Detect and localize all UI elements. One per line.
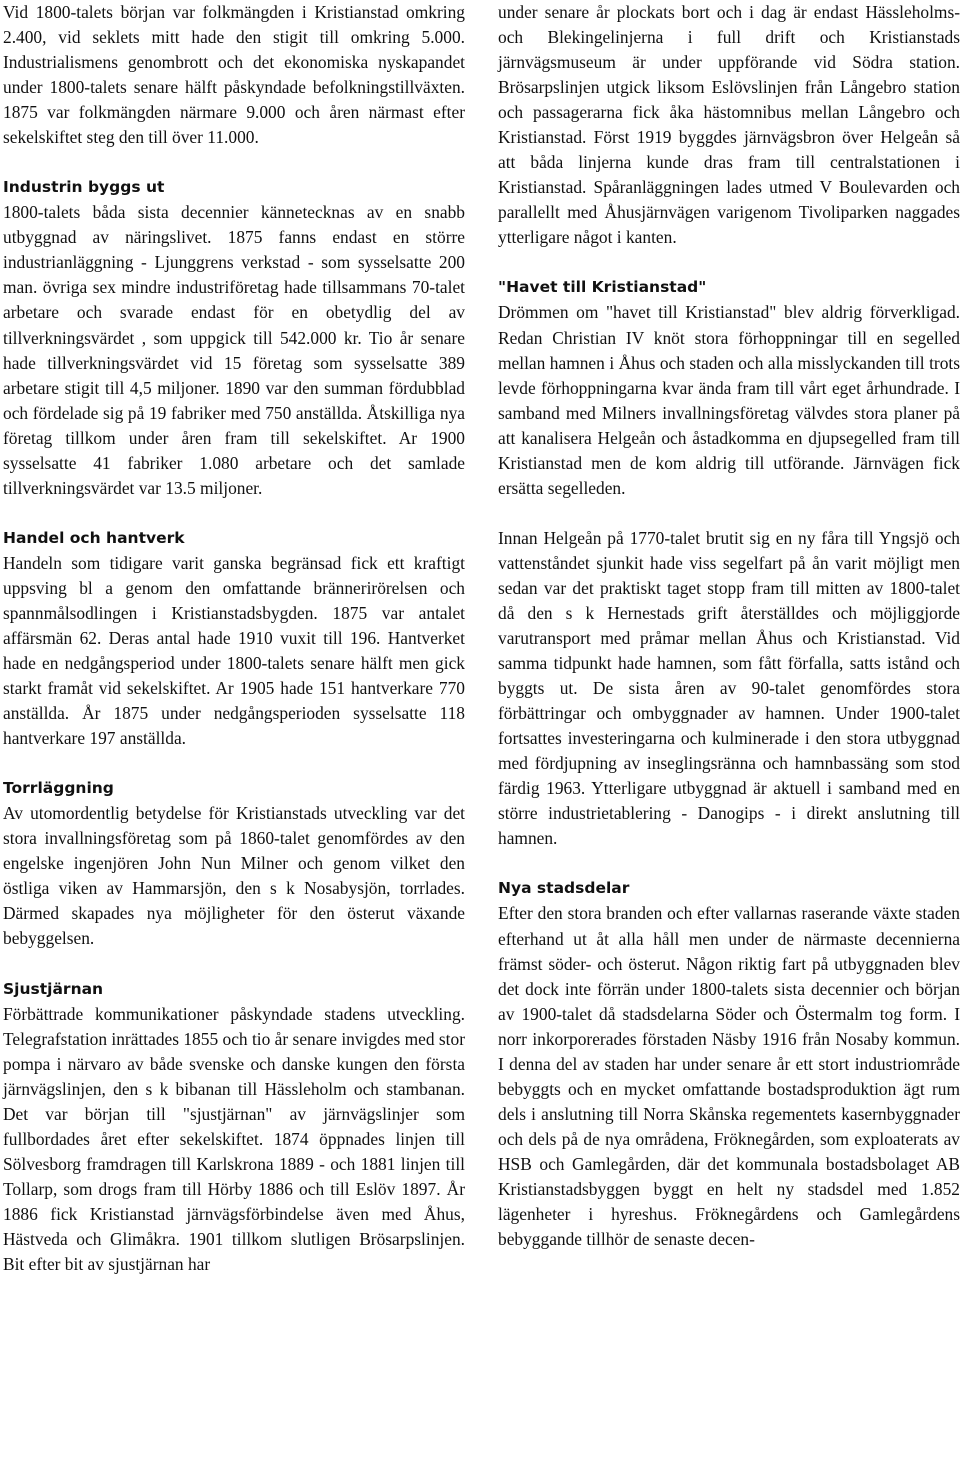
section-heading-sjustjarnan: Sjustjärnan [3,979,104,998]
section-heading-torrlaggning: Torrläggning [3,779,114,798]
section-text-havet-1: Drömmen om "havet till Kristianstad" blev aldrig förverkligad. Redan Christian IV knöt stora förhoppningar till en segelled mellan hamnen i Åhus och staden och alla misslyckanden till trots levde förhoppningarna kvar ända fram till vårt eget århundrade. I samband med Milners invallningsföretag välvdes stora planer på att kanalisera Helgeån och åstadkomma en djupsegelled fram till Kristianstad men de kom aldrig till utförande. Järnvägen fick ersätta segelleden. [498,302,960,498]
intro-paragraph: Vid 1800-talets början var folkmängden i Kristianstad omkring 2.400, vid seklets mitt hade den stigit till omkring 5.000. Industrialismens genombrott och det ekonomiska nyskapandet under 1800-talets senare hälft påskyndade befolkningstillväxten. 1875 var folkmängden närmare 9.000 och åren närmast efter sekelskiftet steg den till över 11.000. [3,2,465,148]
section-heading-industrin: Industrin byggs ut [3,178,165,197]
section-text-nya-stadsdelar: Efter den stora branden och efter vallarnas raserande växte staden efterhand ut åt alla håll men under de närmaste decennierna främst söder- och österut. Någon riktig fart på utbyggnaden blev det dock inte förrän under 1800-talets sista decennier och början av 1900-talet då stadsdelarna Söder och Östermalm tog form. I norr inkorporerades förstaden Näsby 1916 från Nosaby kommun. I denna del av staden har under senare år ett stort industriområde bebyggts och en mycket omfattande bostadsproduktion ägt rum dels i anslutning till Norra Skånska regementets kasernbyggnader och dels på de nya områdena, Fröknegården, som exploaterats av HSB och Gamlegården, där det kommunala bostadsbolaget AB Kristianstadsbyggen byggt en helt ny stadsdel med 1.852 lägenheter i hyreshus. Fröknegårdens och Gamlegårdens bebyggande tillhör de senaste decen- [498,903,960,1250]
left-column [3,0,465,1277]
section-text-torrlaggning: Av utomordentlig betydelse för Kristianstads utveckling var det stora invallningsföretag som på 1860-talet genomfördes av den engelske ingenjören John Nun Milner och genom vilket den östliga viken av Hammarsjön, den s k Nosabysjön, torrlades. Därmed skapades nya möjligheter för den österut växande bebyggelsen. [3,803,465,949]
section-text-industrin: 1800-talets båda sista decennier kännetecknas av en snabb utbyggnad av näringslivet. 1875 fanns endast en större industrianläggning - Ljunggrens verkstad - som sysselsatte 200 man. övriga sex mindre industriföretag hade tillsammans 70-talet arbetare och svarade endast för en obetydlig del av tillverkningsvärdet , som uppgick till 542.000 kr. Tio år senare hade tillverkningsvärdet vid 15 företag som sysselsatte 389 arbetare stigit till 4,5 miljoner. 1890 var den summan fördubblad och fördelade sig på 19 fabriker med 750 anställda. Åtskilliga nya företag tillkom under åren fram till sekelskiftet. Ar 1900 sysselsatte 41 fabriker 1.080 arbetare och det samlade tillverkningsvärdet var 13.5 miljoner. [3,202,465,498]
section-text-sjustjarnan: Förbättrade kommunikationer påskyndade stadens utveckling. Telegrafstation inrättades 1855 och tio år senare invigdes med stor pompa i närvaro av både svenske och danske kungen den första järnvägslinjen, den s k bibanan till Hässleholm och stambanan. Det var början till "sjustjärnan" av järnvägslinjer som fullbordades året efter sekelskiftet. 1874 öppnades linjen till Sölvesborg framdragen till Karlskrona 1889 - och 1881 linjen till Tollarp, som drogs fram till Hörby 1886 och till Eslöv 1897. År 1886 fick Kristianstad järnvägsförbindelse även med Åhus, Hästveda och Glimåkra. 1901 tillkom slutligen Brösarpslinjen. Bit efter bit av sjustjärnan har [3,1003,465,1274]
section-text-havet-2: Innan Helgeån på 1770-talet brutit sig en ny fåra till Yngsjö och vattenståndet sjunkit hade viss segelfart på ån varit möjligt men sedan var det praktiskt taget stopp fram till mitten av 1800-talet då den s k Hernestads grift återställdes och möjliggjorde varutransport med pråmar mellan Åhus och Kristianstad. Vid samma tidpunkt hade hamnen, som fått förfalla, satts istånd och byggts ut. De sista åren av 90-talet genomfördes stora förbättringar och ombyggnader av hamnen. Under 1900-talet fortsattes investeringarna och kulminerade i den stora utbyggnad med fördjupning av inseglingsränna och hamnbassäng som stod färdig 1963. Ytterligare utbyggnad är aktuell i samband med en större industrietablering - Danogips - i direkt anslutning till hamnen. [498,527,960,849]
section-text-handel: Handeln som tidigare varit ganska begränsad fick ett kraftigt uppsving bl a genom den omfattande brännerirörelsen och spannmålsodlingen i Kristianstadsbygden. 1875 var antalet affärsmän 62. Deras antal hade 1910 vuxit till 196. Hantverket hade en nedgångsperiod under 1800-talets senare hälft men gick starkt framåt vid sekelskiftet. Ar 1905 hade 151 hantverkare 770 anställda. År 1875 under nedgångsperioden sysselsatte 118 hantverkare 197 anställda. [3,552,465,749]
right-column [498,0,960,1252]
continuation-paragraph: under senare år plockats bort och i dag är endast Hässleholms- och Blekingelinjerna i full drift och Kristianstads järnvägsmuseum är under uppförande vid Södra station. Brösarpslinjen utgick liksom Eslövslinjen från Långebro station och passagerarna fick åka hästomnibus mellan Långebro och Kristianstad. Först 1919 byggdes järnvägsbron över Helgeån så att båda linjerna kunde dras fram till centralstationen i Kristianstad. Spåranläggningen lades utmed V Boulevarden och parallellt med Åhusjärnvägen varigenom Tivoliparken naggades ytterligare något i kanten. [498,2,960,248]
section-heading-handel: Handel och hantverk [3,528,185,547]
section-heading-havet: "Havet till Kristianstad" [498,278,707,297]
section-heading-nya-stadsdelar: Nya stadsdelar [498,879,630,898]
